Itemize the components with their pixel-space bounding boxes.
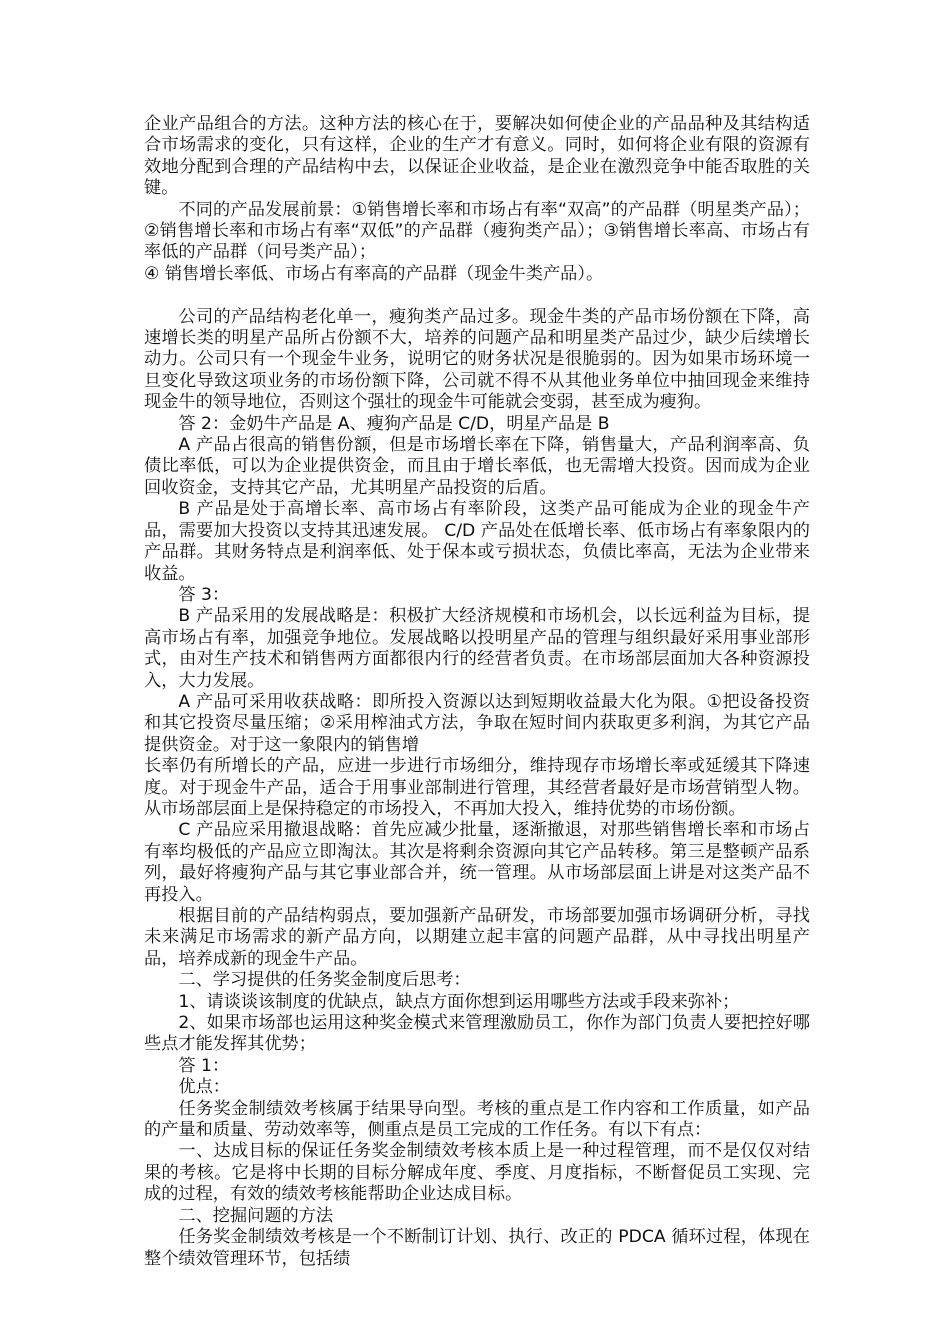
paragraph: 任务奖金制绩效考核是一个不断制订计划、执行、改正的 PDCA 循环过程，体现在整个绩效管理环节，包括绩 <box>144 1227 810 1269</box>
section-heading: 二、学习提供的任务奖金制度后思考： <box>178 970 471 991</box>
answer-label: 答 1： <box>178 1055 230 1076</box>
paragraph: 答 3： <box>178 584 230 605</box>
document-page <box>144 114 810 1270</box>
paragraph: A 产品占很高的销售份额，但是市场增长率在下降，销售量大，产品利润率高、负债比率低，可以为企业提供资金，而且由于增长率低，也无需增大投资。因而成为企业回收资金，支持其它产品，尤其明星产品投资的后盾。 <box>144 435 810 498</box>
paragraph: 任务奖金制绩效考核属于结果导向型。考核的重点是工作内容和工作质量，如产品的产量和质量、劳动效率等，侧重点是员工完成的工作任务。有以下有点： <box>144 1098 810 1141</box>
paragraph: 答 2：金奶牛产品是 A、瘦狗产品是 C/D，明星产品是 B <box>178 413 610 434</box>
paragraph: 长率仍有所增长的产品，应进一步进行市场细分，维持现存市场增长率或延缓其下降速度。对于现金牛产品，适合于用事业部制进行管理，其经营者最好是市场营销型人物。从市场部层面上是保持稳定的市场投入，不再加大投入，维持优势的市场份额。 <box>144 756 810 819</box>
paragraph: 一、达成目标的保证任务奖金制绩效考核本质上是一种过程管理，而不是仅仅对结果的考核。它是将中长期的目标分解成年度、季度、月度指标，不断督促员工实现、完成的过程，有效的绩效考核能帮助企业达成目标。 <box>144 1141 810 1205</box>
subheading: 优点： <box>178 1077 230 1098</box>
paragraph: 根据目前的产品结构弱点，要加强新产品研发，市场部要加强市场调研分析，寻找未来满足市场需求的新产品方向，以期建立起丰富的问题产品群，从中寻找出明星产品，培养成新的现金牛产品。 <box>144 906 810 969</box>
paragraph: 2、如果市场部也运用这种奖金模式来管理激励员工，你作为部门负责人要把控好哪些点才能发挥其优势； <box>144 1013 810 1055</box>
paragraph: 1、请谈谈该制度的优缺点，缺点方面你想到运用哪些方法或手段来弥补； <box>178 991 740 1012</box>
subheading: 二、挖掘问题的方法 <box>178 1205 334 1226</box>
paragraph: B 产品是处于高增长率、高市场占有率阶段，这类产品可能成为企业的现金牛产品，需要加大投资以支持其迅速发展。 C/D 产品处在低增长率、低市场占有率象限内的产品群。其财务特点是利润率低、处于保本或亏损状态，负债比率高，无法为企业带来收益。 <box>144 499 810 584</box>
paragraph: A 产品可采用收获战略：即所投入资源以达到短期收益最大化为限。①把设备投资和其它投资尽量压缩；②采用榨油式方法，争取在短时间内获取更多利润，为其它产品提供资金。对于这一象限内的销售增 <box>144 691 810 755</box>
paragraph: 企业产品组合的方法。这种方法的核心在于，要解决如何使企业的产品品种及其结构适合市场需求的变化，只有这样，企业的生产才有意义。同时，如何将企业有限的资源有效地分配到合理的产品结构中去，以保证企业收益，是企业在激烈竞争中能否取胜的关键。 <box>144 114 810 199</box>
paragraph: C 产品应采用撤退战略：首先应减少批量，逐渐撤退，对那些销售增长率和市场占有率均极低的产品应立即淘汰。其次是将剩余资源向其它产品转移。第三是整顿产品系列，最好将瘦狗产品与其它事业部合并，统一管理。从市场部层面上讲是对这类产品不再投入。 <box>144 820 810 905</box>
paragraph: 公司的产品结构老化单一，瘦狗类产品过多。现金牛类的产品市场份额在下降，高速增长类的明星产品所占份额不大，培养的问题产品和明星类产品过少，缺少后续增长动力。公司只有一个现金牛业务，说明它的财务状况是很脆弱的。因为如果市场环境一旦变化导致这项业务的市场份额下降，公司就不得不从其他业务单位中抽回现金来维持现金牛的领导地位，否则这个强壮的现金牛可能就会变弱，甚至成为瘦狗。 <box>144 306 810 413</box>
paragraph: 不同的产品发展前景：①销售增长率和市场占有率“双高”的产品群（明星类产品）；②销售增长率和市场占有率“双低”的产品群（瘦狗类产品）；③销售增长率高、市场占有率低的产品群（问号类产品）； <box>144 199 810 263</box>
paragraph: ④ 销售增长率低、市场占有率高的产品群（现金牛类产品）。 <box>144 263 604 284</box>
paragraph: B 产品采用的发展战略是：积极扩大经济规模和市场机会，以长远利益为目标，提高市场占有率，加强竞争地位。发展战略以投明星产品的管理与组织最好采用事业部形式，由对生产技术和销售两方面都很内行的经营者负责。在市场部层面加大各种资源投入，大力发展。 <box>144 606 810 691</box>
blank-line <box>144 285 810 306</box>
